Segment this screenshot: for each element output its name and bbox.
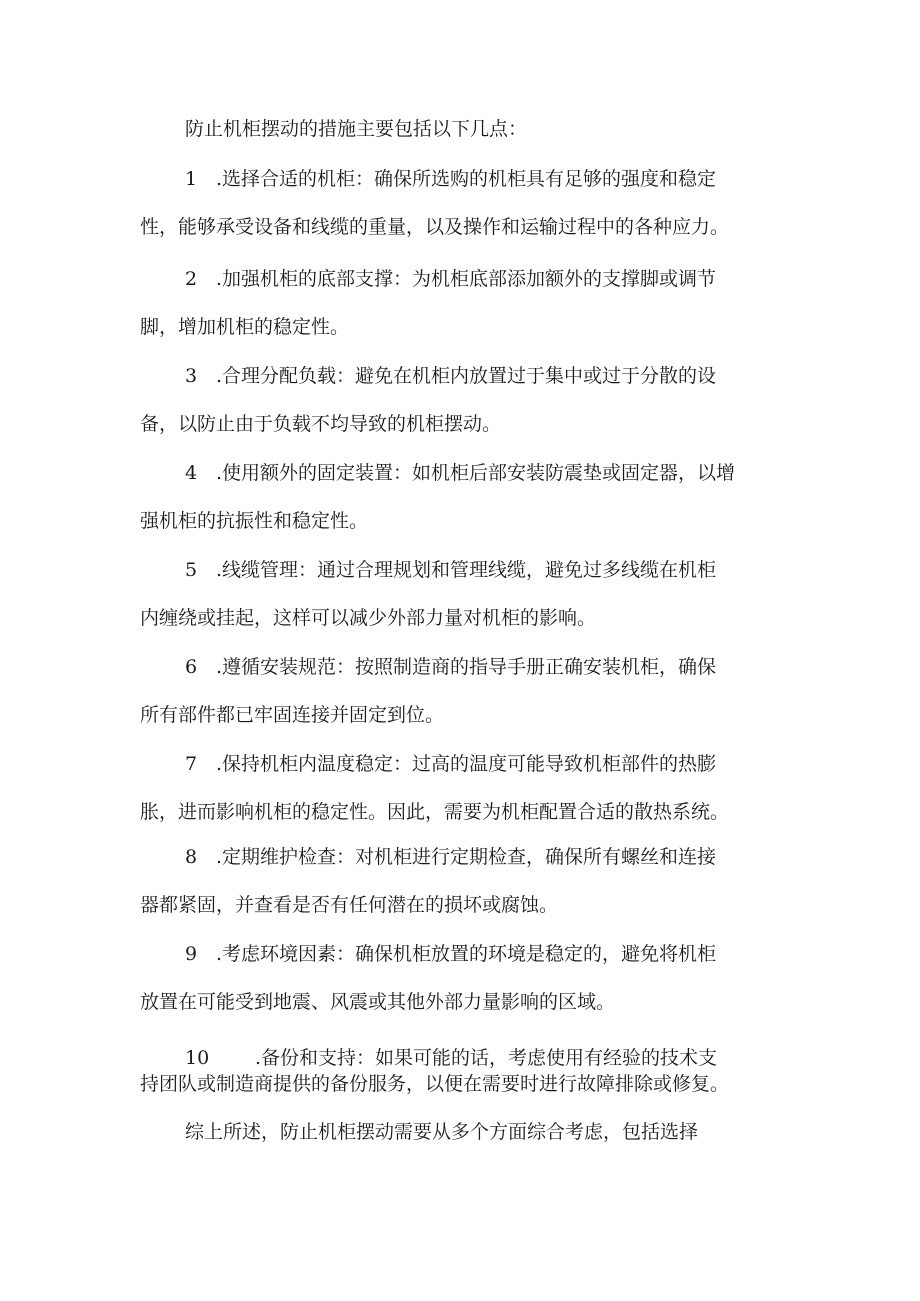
list-item-4 [140,449,790,545]
summary-paragraph [140,1108,790,1156]
list-item-5-number: 5 [185,559,198,581]
summary-text: 综上所述，防止机柜摆动需要从多个方面综合考虑，包括选择 [185,1121,699,1143]
list-item-6 [140,643,790,739]
list-item-6-line-2: 所有部件都已牢固连接并固定到位。 [140,704,445,726]
list-item-9-number: 9 [185,943,198,965]
list-item-1-number: 1 [185,168,198,190]
list-item-9-line-1: 9 .考虑环境因素：确保机柜放置的环境是稳定的，避免将机柜 [140,930,790,978]
list-item-10 [140,1045,790,1097]
list-item-7-line-1: 7 .保持机柜内温度稳定：过高的温度可能导致机柜部件的热膨 [140,740,790,788]
list-item-2-number: 2 [185,268,198,290]
list-item-2-line-1: 2 .加强机柜的底部支撑：为机柜底部添加额外的支撑脚或调节 [140,255,790,303]
list-item-6-line-1: 6 .遵循安装规范：按照制造商的指导手册正确安装机柜，确保 [140,643,790,691]
list-item-9 [140,930,790,1026]
list-item-4-line-2: 强机柜的抗振性和稳定性。 [140,510,369,532]
list-item-10-line-1: 10 .备份和支持：如果可能的话，考虑使用有经验的技术支 [185,1047,718,1069]
list-item-10-number: 10 [185,1047,210,1069]
list-item-8 [140,833,790,929]
list-item-3-number: 3 [185,365,198,387]
list-item-4-line-1: 4 .使用额外的固定装置：如机柜后部安装防震垫或固定器，以增 [140,449,790,497]
list-item-7 [140,740,790,836]
list-item-9-line-2: 放置在可能受到地震、风震或其他外部力量影响的区域。 [140,991,616,1013]
list-item-5 [140,546,790,642]
list-item-1-line-2: 性，能够承受设备和线缆的重量，以及操作和运输过程中的各种应力。 [140,216,730,238]
list-item-6-number: 6 [185,656,198,678]
intro-paragraph [140,105,790,153]
list-item-2-line-2: 脚，增加机柜的稳定性。 [140,316,350,338]
list-item-8-number: 8 [185,846,198,868]
list-item-10-line-2: 持团队或制造商提供的备份服务，以便在需要时进行故障排除或修复。 [140,1073,730,1095]
list-item-4-number: 4 [185,462,198,484]
list-item-7-line-2: 胀，进而影响机柜的稳定性。因此，需要为机柜配置合适的散热系统。 [140,801,730,823]
intro-text: 防止机柜摆动的措施主要包括以下几点： [185,118,528,140]
list-item-3 [140,352,790,448]
list-item-7-number: 7 [185,753,198,775]
list-item-8-line-1: 8 .定期维护检查：对机柜进行定期检查，确保所有螺丝和连接 [140,833,790,881]
list-item-1 [140,155,790,251]
list-item-3-line-1: 3 .合理分配负载：避免在机柜内放置过于集中或过于分散的设 [140,352,790,400]
list-item-5-line-2: 内缠绕或挂起，这样可以减少外部力量对机柜的影响。 [140,607,597,629]
list-item-2 [140,255,790,351]
list-item-5-line-1: 5 .线缆管理：通过合理规划和管理线缆，避免过多线缆在机柜 [140,546,790,594]
list-item-3-line-2: 备，以防止由于负载不均导致的机柜摆动。 [140,413,502,435]
list-item-8-line-2: 器都紧固，并查看是否有任何潜在的损坏或腐蚀。 [140,894,559,916]
list-item-1-line-1: 1 .选择合适的机柜：确保所选购的机柜具有足够的强度和稳定 [140,155,790,203]
